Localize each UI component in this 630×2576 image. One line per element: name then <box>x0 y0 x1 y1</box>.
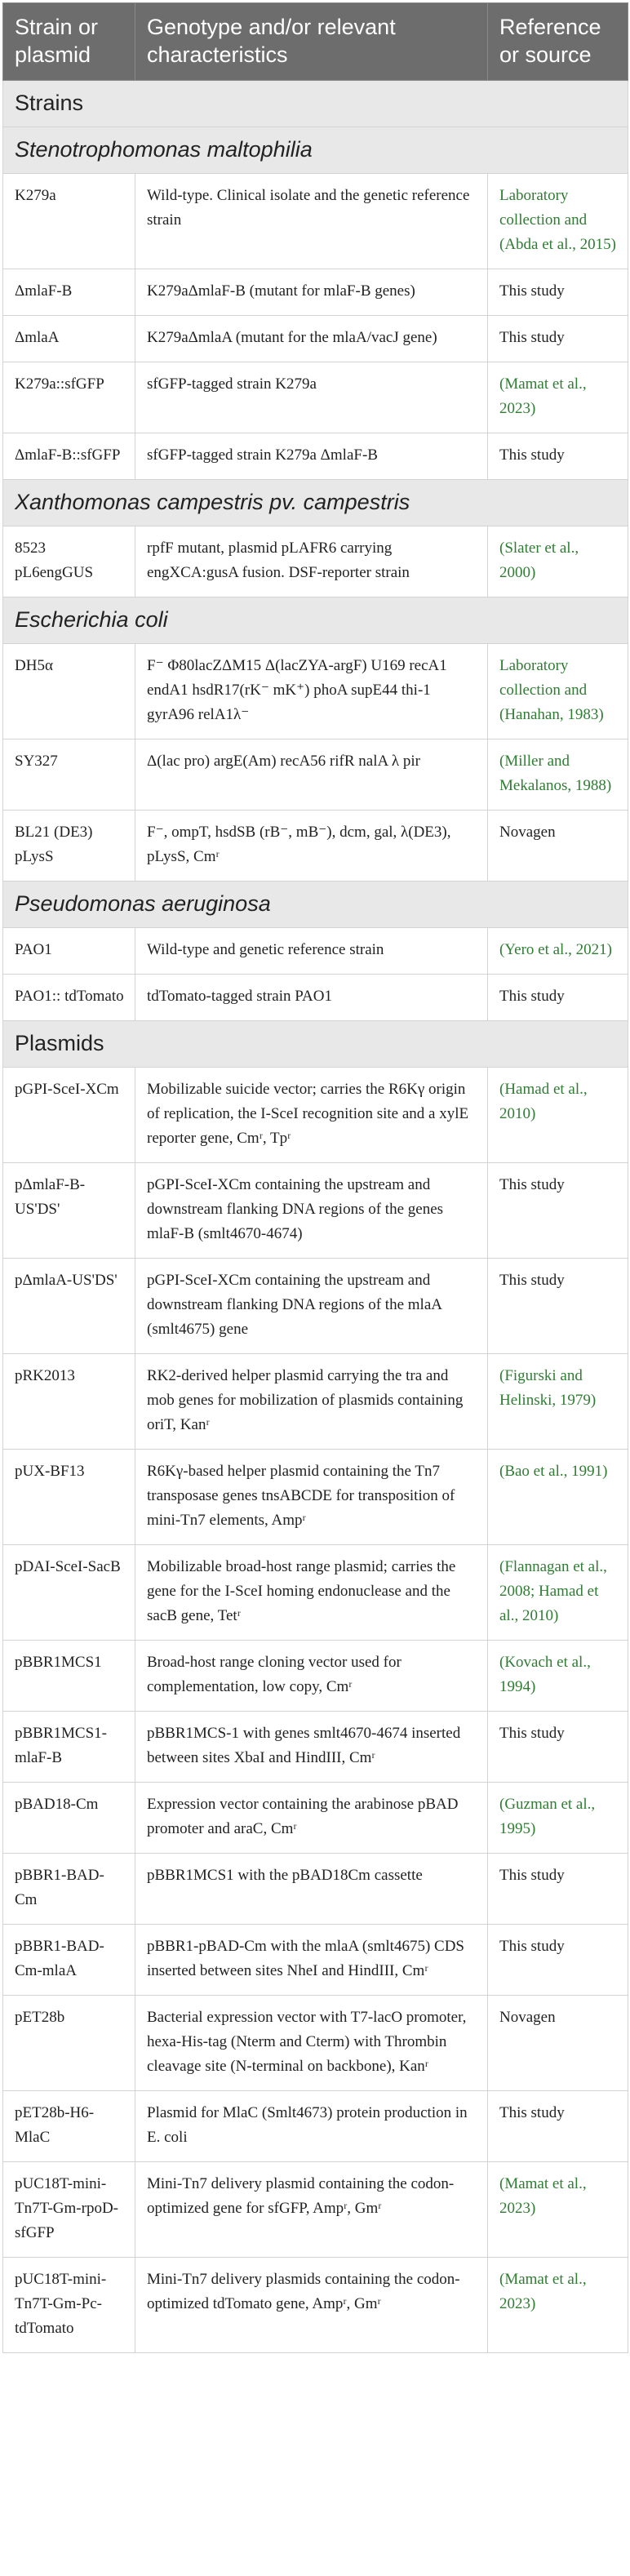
reference-cell[interactable]: (Kovach et al., 1994) <box>488 1641 628 1712</box>
table-row <box>3 1545 628 1641</box>
genotype-cell: Wild-type. Clinical isolate and the genetic reference strain <box>135 174 488 269</box>
genotype-cell: pBBR1-pBAD-Cm with the mlaA (smlt4675) CDS inserted between sites NheI and HindIII, Cmʳ <box>135 1925 488 1996</box>
table-row <box>3 1996 628 2091</box>
section-row <box>3 597 628 644</box>
table-body <box>3 81 628 2353</box>
genotype-cell: Expression vector containing the arabinose pBAD promoter and araC, Cmʳ <box>135 1783 488 1854</box>
genotype-cell: F⁻, ompT, hsdSB (rB⁻, mB⁻), dcm, gal, λ(DE3), pLysS, Cmʳ <box>135 811 488 882</box>
reference-cell[interactable]: (Mamat et al., 2023) <box>488 2162 628 2258</box>
strain-name-cell: pΔmlaA-US'DS' <box>3 1259 135 1354</box>
section-label: Strains <box>3 81 628 127</box>
strain-name-cell: pET28b <box>3 1996 135 2091</box>
strain-name-cell: pΔmlaF-B-US'DS' <box>3 1163 135 1259</box>
table-row <box>3 1854 628 1925</box>
strain-name-cell: pBAD18-Cm <box>3 1783 135 1854</box>
reference-cell: This study <box>488 975 628 1021</box>
strain-plasmid-table <box>2 2 628 2353</box>
strain-name-cell: pBBR1-BAD-Cm-mlaA <box>3 1925 135 1996</box>
strain-name-cell: pBBR1MCS1 <box>3 1641 135 1712</box>
strain-name-cell: ΔmlaF-B <box>3 269 135 316</box>
table-row <box>3 1925 628 1996</box>
header-strain: Strain or plasmid <box>3 3 135 81</box>
reference-cell: This study <box>488 316 628 362</box>
genotype-cell: Bacterial expression vector with T7-lacO promoter, hexa-His-tag (Nterm and Cterm) with Thrombin cleavage site (N-terminal on backbone), Kanʳ <box>135 1996 488 2091</box>
table-row <box>3 739 628 811</box>
genotype-cell: RK2-derived helper plasmid carrying the tra and mob genes for mobilization of plasmids containing oriT, Kanʳ <box>135 1354 488 1450</box>
table-row <box>3 928 628 975</box>
reference-cell: This study <box>488 1163 628 1259</box>
reference-cell[interactable]: (Guzman et al., 1995) <box>488 1783 628 1854</box>
reference-cell[interactable]: (Yero et al., 2021) <box>488 928 628 975</box>
table-header <box>3 3 628 81</box>
genotype-cell: R6Kγ-based helper plasmid containing the Tn7 transposase genes tnsABCDE for transposition of mini-Tn7 elements, Ampʳ <box>135 1450 488 1545</box>
reference-cell: Novagen <box>488 811 628 882</box>
genotype-cell: tdTomato-tagged strain PAO1 <box>135 975 488 1021</box>
table-row <box>3 2091 628 2162</box>
header-reference: Reference or source <box>488 3 628 81</box>
genotype-cell: sfGFP-tagged strain K279a <box>135 362 488 433</box>
header-genotype: Genotype and/or relevant characteristics <box>135 3 488 81</box>
table-row <box>3 1068 628 1163</box>
table-row <box>3 1783 628 1854</box>
table-row <box>3 2258 628 2353</box>
reference-cell[interactable]: (Figurski and Helinski, 1979) <box>488 1354 628 1450</box>
genotype-cell: Broad-host range cloning vector used for complementation, low copy, Cmʳ <box>135 1641 488 1712</box>
table-row <box>3 1354 628 1450</box>
table-row <box>3 269 628 316</box>
genotype-cell: pGPI-SceI-XCm containing the upstream and downstream flanking DNA regions of the genes mlaF-B (smlt4670-4674) <box>135 1163 488 1259</box>
section-label: Xanthomonas campestris pv. campestris <box>3 480 628 526</box>
reference-cell: This study <box>488 1712 628 1783</box>
strain-plasmid-table-container <box>2 2 628 2353</box>
strain-name-cell: ΔmlaA <box>3 316 135 362</box>
strain-name-cell: K279a::sfGFP <box>3 362 135 433</box>
reference-cell: This study <box>488 1925 628 1996</box>
table-row <box>3 644 628 739</box>
strain-name-cell: 8523 pL6engGUS <box>3 526 135 597</box>
strain-name-cell: pRK2013 <box>3 1354 135 1450</box>
genotype-cell: Wild-type and genetic reference strain <box>135 928 488 975</box>
table-row <box>3 433 628 480</box>
table-row <box>3 526 628 597</box>
table-row <box>3 2162 628 2258</box>
reference-cell[interactable]: (Bao et al., 1991) <box>488 1450 628 1545</box>
genotype-cell: F⁻ Φ80lacZΔM15 Δ(lacZYA-argF) U169 recA1 endA1 hsdR17(rK⁻ mK⁺) phoA supE44 thi-1 gyrA96 relA1λ⁻ <box>135 644 488 739</box>
genotype-cell: pBBR1MCS1 with the pBAD18Cm cassette <box>135 1854 488 1925</box>
genotype-cell: sfGFP-tagged strain K279a ΔmlaF-B <box>135 433 488 480</box>
reference-cell: Novagen <box>488 1996 628 2091</box>
section-label: Plasmids <box>3 1021 628 1068</box>
section-label: Stenotrophomonas maltophilia <box>3 127 628 174</box>
reference-cell: This study <box>488 269 628 316</box>
reference-cell: This study <box>488 1854 628 1925</box>
table-row <box>3 975 628 1021</box>
reference-cell: This study <box>488 433 628 480</box>
table-row <box>3 1163 628 1259</box>
section-row <box>3 480 628 526</box>
table-row <box>3 1641 628 1712</box>
genotype-cell: K279aΔmlaA (mutant for the mlaA/vacJ gene) <box>135 316 488 362</box>
reference-cell[interactable]: (Slater et al., 2000) <box>488 526 628 597</box>
reference-cell[interactable]: (Miller and Mekalanos, 1988) <box>488 739 628 811</box>
strain-name-cell: ΔmlaF-B::sfGFP <box>3 433 135 480</box>
table-row <box>3 811 628 882</box>
genotype-cell: pBBR1MCS-1 with genes smlt4670-4674 inserted between sites XbaI and HindIII, Cmʳ <box>135 1712 488 1783</box>
table-row <box>3 174 628 269</box>
section-label: Escherichia coli <box>3 597 628 644</box>
section-row <box>3 81 628 127</box>
genotype-cell: Mini-Tn7 delivery plasmid containing the codon-optimized gene for sfGFP, Ampʳ, Gmʳ <box>135 2162 488 2258</box>
reference-cell[interactable]: (Mamat et al., 2023) <box>488 2258 628 2353</box>
table-row <box>3 1712 628 1783</box>
genotype-cell: Plasmid for MlaC (Smlt4673) protein production in E. coli <box>135 2091 488 2162</box>
table-row <box>3 316 628 362</box>
genotype-cell: pGPI-SceI-XCm containing the upstream and downstream flanking DNA regions of the mlaA (smlt4675) gene <box>135 1259 488 1354</box>
section-row <box>3 1021 628 1068</box>
reference-cell[interactable]: Laboratory collection and (Abda et al., 2015) <box>488 174 628 269</box>
reference-cell[interactable]: (Hamad et al., 2010) <box>488 1068 628 1163</box>
reference-cell: This study <box>488 1259 628 1354</box>
genotype-cell: rpfF mutant, plasmid pLAFR6 carrying engXCA:gusA fusion. DSF-reporter strain <box>135 526 488 597</box>
strain-name-cell: pET28b-H6-MlaC <box>3 2091 135 2162</box>
reference-cell[interactable]: Laboratory collection and (Hanahan, 1983) <box>488 644 628 739</box>
reference-cell[interactable]: (Flannagan et al., 2008; Hamad et al., 2010) <box>488 1545 628 1641</box>
table-row <box>3 1450 628 1545</box>
reference-cell: This study <box>488 2091 628 2162</box>
section-row <box>3 882 628 928</box>
genotype-cell: K279aΔmlaF-B (mutant for mlaF-B genes) <box>135 269 488 316</box>
strain-name-cell: pUX-BF13 <box>3 1450 135 1545</box>
strain-name-cell: PAO1:: tdTomato <box>3 975 135 1021</box>
strain-name-cell: K279a <box>3 174 135 269</box>
strain-name-cell: pDAI-SceI-SacB <box>3 1545 135 1641</box>
reference-cell[interactable]: (Mamat et al., 2023) <box>488 362 628 433</box>
table-row <box>3 1259 628 1354</box>
strain-name-cell: PAO1 <box>3 928 135 975</box>
table-row <box>3 362 628 433</box>
genotype-cell: Mobilizable suicide vector; carries the R6Kγ origin of replication, the I-SceI recognition site and a xylE reporter gene, Cmʳ, Tpʳ <box>135 1068 488 1163</box>
section-label: Pseudomonas aeruginosa <box>3 882 628 928</box>
strain-name-cell: pUC18T-mini-Tn7T-Gm-rpoD-sfGFP <box>3 2162 135 2258</box>
strain-name-cell: pBBR1-BAD-Cm <box>3 1854 135 1925</box>
strain-name-cell: pGPI-SceI-XCm <box>3 1068 135 1163</box>
strain-name-cell: pUC18T-mini-Tn7T-Gm-Pc-tdTomato <box>3 2258 135 2353</box>
genotype-cell: Mobilizable broad-host range plasmid; carries the gene for the I-SceI homing endonuclease and the sacB gene, Tetʳ <box>135 1545 488 1641</box>
genotype-cell: Δ(lac pro) argE(Am) recA56 rifR nalA λ pir <box>135 739 488 811</box>
strain-name-cell: BL21 (DE3) pLysS <box>3 811 135 882</box>
section-row <box>3 127 628 174</box>
strain-name-cell: SY327 <box>3 739 135 811</box>
strain-name-cell: DH5α <box>3 644 135 739</box>
strain-name-cell: pBBR1MCS1-mlaF-B <box>3 1712 135 1783</box>
genotype-cell: Mini-Tn7 delivery plasmids containing the codon-optimized tdTomato gene, Ampʳ, Gmʳ <box>135 2258 488 2353</box>
